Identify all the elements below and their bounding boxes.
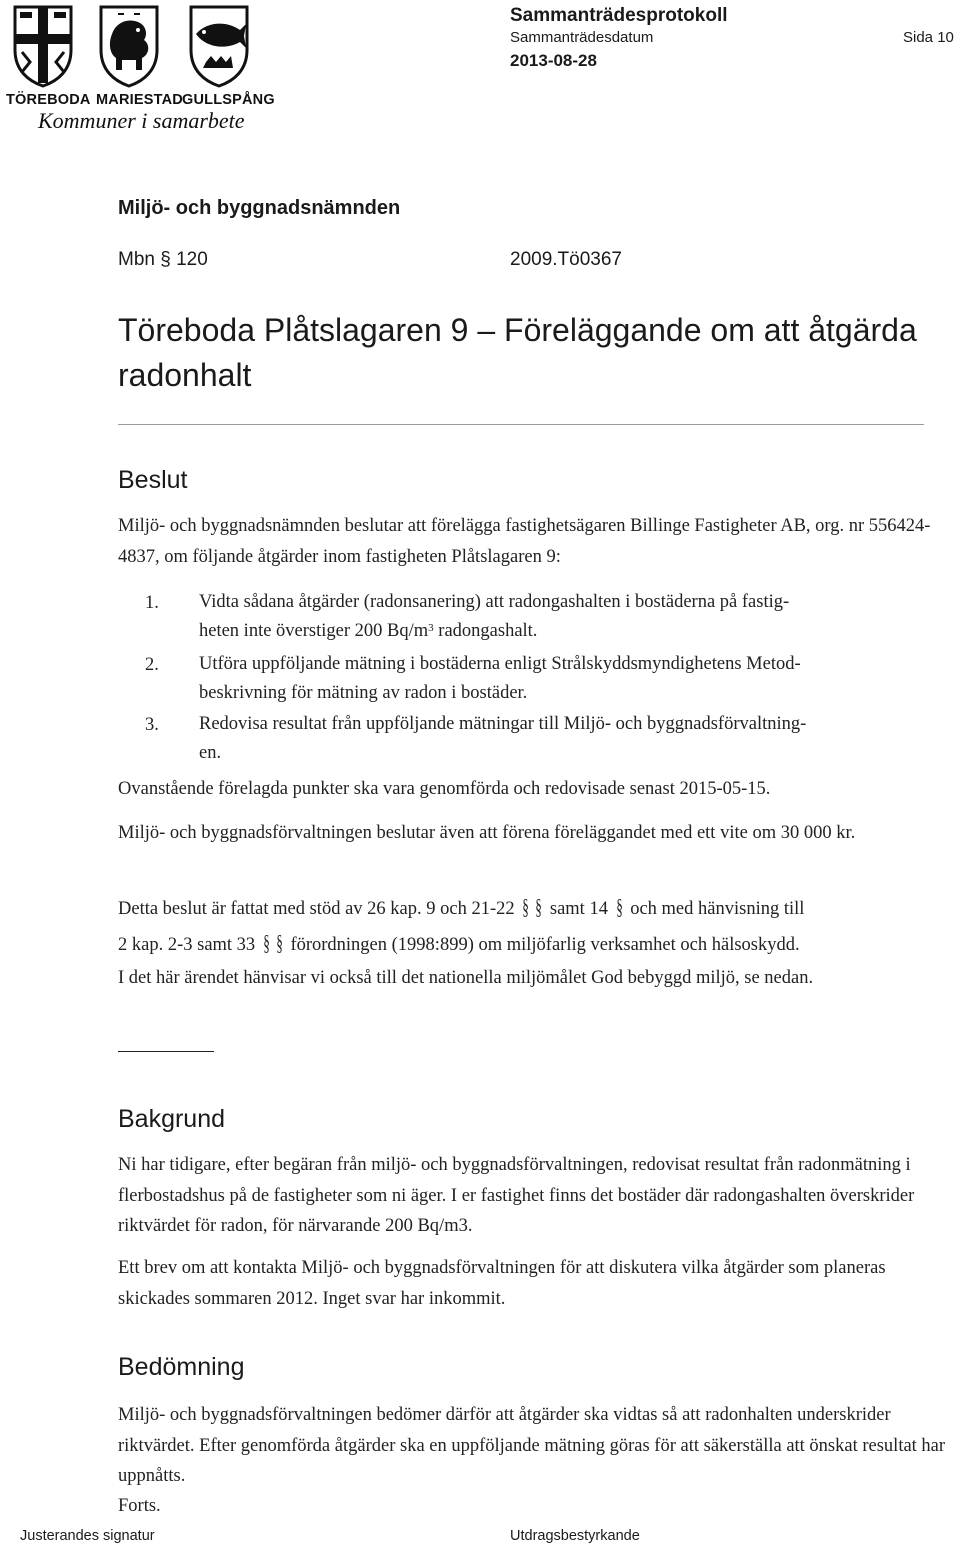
committee-name: Miljö- och byggnadsnämnden — [118, 197, 401, 219]
list-item-number: 1. — [145, 593, 159, 613]
gullspang-coat-of-arms-icon — [188, 4, 250, 88]
beslut-intro: Miljö- och byggnadsnämnden beslutar att förelägga fastighetsägaren Billinge Fastigheter AB, org. nr 556424-4837, om följande åtgärder inom fastigheten Plåtslagaren 9: — [118, 516, 931, 567]
meeting-date: 2013-08-28 — [510, 51, 597, 70]
case-number: 2009.Tö0367 — [510, 249, 622, 270]
toreboda-coat-of-arms-icon — [12, 4, 74, 88]
list-item-line: beskrivning för mätning av radon i bostäder. — [199, 683, 528, 703]
legal-text: och med hänvisning till — [630, 899, 805, 919]
bakgrund-paragraph-1: Ni har tidigare, efter begäran från miljö- och byggnadsförvaltningen, redovisat resultat från radonmätning i flerbostadshus på de fastigheter som ni äger. I er fastighet finns det bostäder där radongashalten överskrider riktvärdet för radon, för närvarande 200 Bq/m3. — [118, 1155, 915, 1236]
case-title: Töreboda Plåtslagaren 9 – Föreläggande om att åtgärda radonhalt — [118, 312, 917, 393]
section-number: Mbn § 120 — [118, 249, 208, 270]
section-symbol: § — [522, 894, 530, 919]
legal-basis-line — [118, 926, 958, 962]
list-item-text: heten inte överstiger 200 Bq/m — [199, 621, 429, 641]
superscript: 3 — [428, 622, 434, 634]
title-divider — [118, 424, 924, 425]
footer-signature-label: Justerandes signatur — [20, 1528, 155, 1544]
mariestad-coat-of-arms-icon — [98, 4, 160, 88]
section-divider — [118, 1051, 214, 1052]
environmental-goal-paragraph: I det här ärendet hänvisar vi också till det nationella miljömålet God bebyggd miljö, se nedan. — [118, 968, 814, 988]
legal-text: förordningen (1998:899) om miljöfarlig verksamhet och hälsoskydd. — [290, 935, 800, 955]
municipality-name-mariestad: MARIESTAD — [96, 92, 183, 108]
list-item-line: Redovisa resultat från uppföljande mätningar till Miljö- och byggnadsförvaltning- — [199, 714, 807, 734]
bedomning-paragraph: Miljö- och byggnadsförvaltningen bedömer därför att åtgärder ska vidtas så att radonhalten underskrider riktvärdet. Efter genomförda åtgärder ska en uppföljande mätning göras för att säkerställa att önskat resultat har uppnåtts. — [118, 1405, 946, 1486]
vite-paragraph: Miljö- och byggnadsförvaltningen beslutar även att förena föreläggandet med ett vite om 30 000 kr. — [118, 823, 856, 843]
section-symbol: § — [535, 894, 543, 919]
municipality-name-toreboda: TÖREBODA — [6, 92, 91, 108]
section-symbol: § — [276, 930, 283, 955]
meeting-date-label: Sammanträdesdatum — [510, 29, 654, 46]
continued-note: Forts. — [118, 1496, 161, 1516]
section-symbol: § — [263, 930, 270, 955]
legal-basis-line — [118, 890, 958, 926]
document-title: Sammanträdesprotokoll — [510, 5, 728, 26]
list-item-line: Utföra uppföljande mätning i bostäderna enligt Strålskyddsmyndighetens Metod- — [199, 654, 801, 674]
logo-tagline: Kommuner i samarbete — [38, 108, 245, 133]
list-item-number: 3. — [145, 715, 159, 735]
deadline-paragraph: Ovanstående förelagda punkter ska vara genomförda och redovisade senast 2015-05-15. — [118, 779, 771, 799]
section-symbol: § — [615, 894, 623, 919]
footer-certification-label: Utdragsbestyrkande — [510, 1528, 640, 1544]
list-item-line — [199, 617, 959, 646]
legal-basis-paragraph — [118, 890, 958, 962]
list-item — [199, 650, 959, 708]
heading-bakgrund: Bakgrund — [118, 1105, 226, 1133]
list-item-line: en. — [199, 743, 222, 763]
heading-beslut: Beslut — [118, 466, 188, 494]
legal-text: 2 kap. 2-3 samt 33 — [118, 935, 256, 955]
list-item-number: 2. — [145, 655, 159, 675]
legal-text: Detta beslut är fattat med stöd av 26 kap. 9 och 21-22 — [118, 899, 515, 919]
legal-text: samt 14 — [549, 899, 608, 919]
list-item — [199, 710, 959, 768]
list-item-text: radongashalt. — [433, 621, 538, 641]
list-item-line: Vidta sådana åtgärder (radonsanering) att radongashalten i bostäderna på fastig- — [199, 592, 790, 612]
municipality-name-gullspang: GULLSPÅNG — [182, 92, 275, 108]
list-item — [199, 588, 959, 646]
page-number: Sida 10 — [903, 29, 954, 46]
bakgrund-paragraph-2: Ett brev om att kontakta Miljö- och byggnadsförvaltningen för att diskutera vilka åtgärder som planeras skickades sommaren 2012. Inget svar har inkommit. — [118, 1258, 886, 1309]
heading-bedomning: Bedömning — [118, 1353, 245, 1381]
